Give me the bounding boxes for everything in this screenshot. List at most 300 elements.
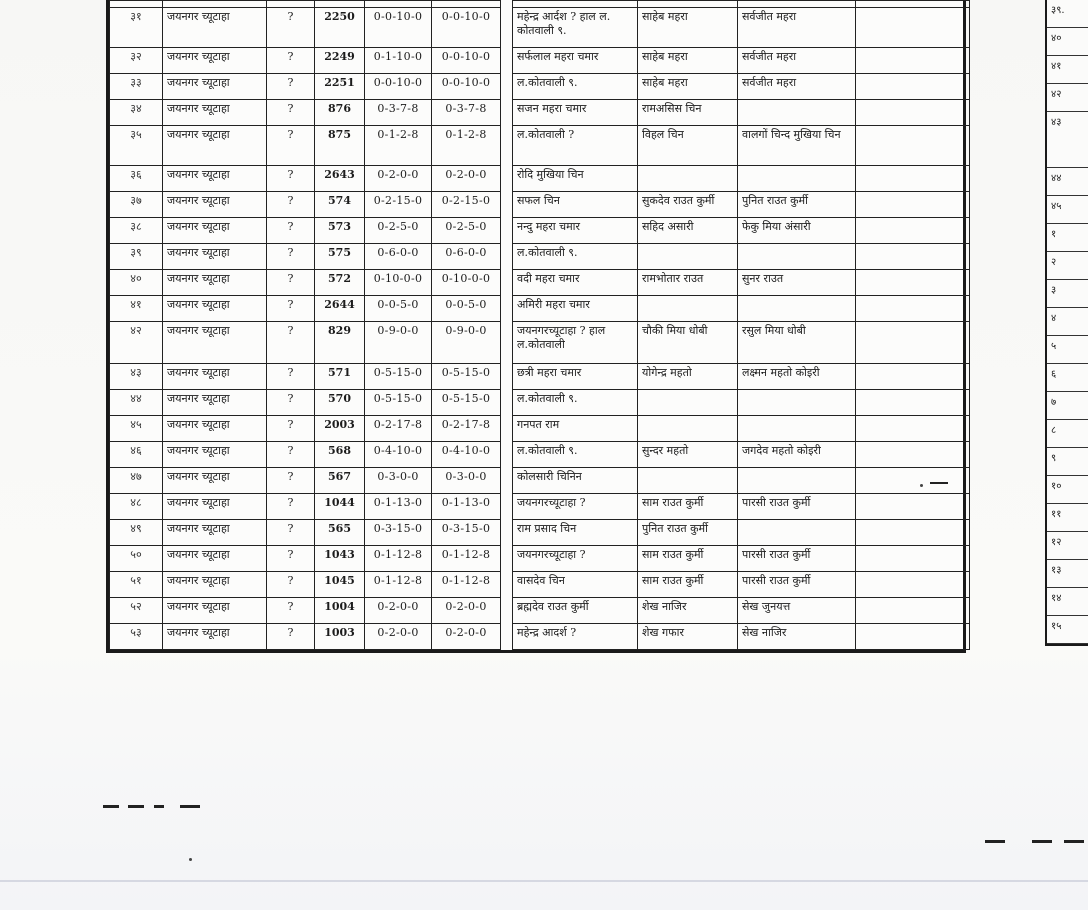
name-cell: सुनर राउत [738, 270, 856, 296]
name-cell: योगेन्द्र महतो [638, 364, 738, 390]
owner-cell: जयनगरच्यूटाहा ? हाल ल.कोतवाली [513, 322, 638, 364]
scan-dot [920, 484, 923, 487]
owner-cell: नन्दु महरा चमार [513, 218, 638, 244]
name-cell: रामभोतार राउत [638, 270, 738, 296]
owner-cell: ल.कोतवाली ९. [513, 74, 638, 100]
table-row [110, 520, 970, 546]
name-cell: पुनित राउत कुर्मी [738, 192, 856, 218]
khesra-number-cell: 1043 [315, 546, 365, 572]
area-cell: 0-2-0-0 [432, 166, 501, 192]
name-cell: शेख नाजिर [638, 598, 738, 624]
owner-cell: ब्रह्मदेव राउत कुर्मी [513, 598, 638, 624]
page-number-cell: १२ [1047, 532, 1088, 560]
name-cell [738, 468, 856, 494]
spacer-cell [501, 468, 513, 494]
page-number-cell: १० [1047, 476, 1088, 504]
khesra-number-cell: 2250 [315, 8, 365, 48]
area-cell: 0-0-10-0 [432, 8, 501, 48]
serial-number-cell: ३८ [110, 218, 163, 244]
mark-cell: ? [267, 100, 315, 126]
area-cell: 0-6-0-0 [432, 244, 501, 270]
owner-cell: वासदेव चिन [513, 572, 638, 598]
adjacent-page-number-column [1045, 0, 1088, 646]
table-row [110, 218, 970, 244]
area-cell: 0-0-10-0 [432, 48, 501, 74]
area-cell: 0-4-10-0 [365, 442, 432, 468]
village-cell: जयनगर च्यूटाहा [163, 598, 267, 624]
owner-cell: छत्री महरा चमार [513, 364, 638, 390]
page-number-cell: ६ [1047, 364, 1088, 392]
khesra-number-cell: 1045 [315, 572, 365, 598]
khesra-number-cell: 567 [315, 468, 365, 494]
mark-cell: ? [267, 416, 315, 442]
mark-cell: ? [267, 390, 315, 416]
name-cell: पारसी राउत कुर्मी [738, 546, 856, 572]
village-cell: जयनगर च्यूटाहा [163, 192, 267, 218]
table-row [110, 546, 970, 572]
serial-number-cell: ३६ [110, 166, 163, 192]
land-record-ledger [106, 0, 966, 653]
area-cell: 0-3-15-0 [365, 520, 432, 546]
owner-cell: ल.कोतवाली ९. [513, 442, 638, 468]
name-cell: साहेब महरा [638, 48, 738, 74]
table-row [110, 572, 970, 598]
name-cell [738, 390, 856, 416]
spacer-cell [501, 166, 513, 192]
village-cell: जयनगर च्यूटाहा [163, 74, 267, 100]
spacer-cell [501, 192, 513, 218]
table-row [110, 296, 970, 322]
village-cell: जयनगर च्यूटाहा [163, 8, 267, 48]
area-cell: 0-0-5-0 [432, 296, 501, 322]
serial-number-cell: ३९ [110, 244, 163, 270]
name-cell: रामअसिस चिन [638, 100, 738, 126]
page-number-cell: ४१ [1047, 56, 1088, 84]
area-cell: 0-1-12-8 [432, 572, 501, 598]
page-number-cell: ९ [1047, 448, 1088, 476]
mark-cell: ? [267, 270, 315, 296]
area-cell: 0-2-0-0 [365, 624, 432, 650]
page-number-cell: ४२ [1047, 84, 1088, 112]
name-cell: पारसी राउत कुर्मी [738, 494, 856, 520]
blank-cell [856, 416, 970, 442]
serial-number-cell: ४८ [110, 494, 163, 520]
serial-number-cell: ५३ [110, 624, 163, 650]
name-cell: सर्वजीत महरा [738, 8, 856, 48]
area-cell: 0-1-12-8 [432, 546, 501, 572]
serial-number-cell: ३४ [110, 100, 163, 126]
name-cell [738, 416, 856, 442]
blank-cell [856, 598, 970, 624]
mark-cell: ? [267, 546, 315, 572]
serial-number-cell: ५१ [110, 572, 163, 598]
scan-mark [154, 805, 164, 808]
name-cell [638, 166, 738, 192]
name-cell: सुकदेव राउत कुर्मी [638, 192, 738, 218]
blank-cell [856, 390, 970, 416]
name-cell [738, 520, 856, 546]
mark-cell: ? [267, 218, 315, 244]
table-row [110, 364, 970, 390]
area-cell: 0-3-7-8 [432, 100, 501, 126]
khesra-number-cell: 1044 [315, 494, 365, 520]
blank-cell [856, 48, 970, 74]
spacer-cell [501, 126, 513, 166]
area-cell: 0-2-17-8 [365, 416, 432, 442]
name-cell: चौकी मिया धोबी [638, 322, 738, 364]
blank-cell [856, 468, 970, 494]
serial-number-cell: ४५ [110, 416, 163, 442]
area-cell: 0-3-0-0 [365, 468, 432, 494]
area-cell: 0-1-2-8 [432, 126, 501, 166]
table-row [110, 8, 970, 48]
serial-number-cell: ५० [110, 546, 163, 572]
page-number-cell: ५ [1047, 336, 1088, 364]
mark-cell: ? [267, 624, 315, 650]
name-cell: सहिद असारी [638, 218, 738, 244]
name-cell: सुन्दर महतो [638, 442, 738, 468]
mark-cell: ? [267, 74, 315, 100]
area-cell: 0-5-15-0 [432, 390, 501, 416]
spacer-cell [501, 572, 513, 598]
area-cell: 0-1-2-8 [365, 126, 432, 166]
name-cell: पारसी राउत कुर्मी [738, 572, 856, 598]
table-header-stub [110, 1, 970, 8]
owner-cell: कोलसारी चिनिन [513, 468, 638, 494]
name-cell: साहेब महरा [638, 74, 738, 100]
owner-cell: रोदि मुखिया चिन [513, 166, 638, 192]
village-cell: जयनगर च्यूटाहा [163, 390, 267, 416]
mark-cell: ? [267, 494, 315, 520]
area-cell: 0-3-0-0 [432, 468, 501, 494]
khesra-number-cell: 876 [315, 100, 365, 126]
page-number-cell: ४५ [1047, 196, 1088, 224]
table-row [110, 416, 970, 442]
khesra-number-cell: 568 [315, 442, 365, 468]
mark-cell: ? [267, 598, 315, 624]
name-cell [738, 166, 856, 192]
village-cell: जयनगर च्यूटाहा [163, 364, 267, 390]
page-number-cell: १३ [1047, 560, 1088, 588]
village-cell: जयनगर च्यूटाहा [163, 218, 267, 244]
mark-cell: ? [267, 126, 315, 166]
khesra-number-cell: 575 [315, 244, 365, 270]
village-cell: जयनगर च्यूटाहा [163, 546, 267, 572]
table-row [110, 322, 970, 364]
village-cell: जयनगर च्यूटाहा [163, 296, 267, 322]
blank-cell [856, 296, 970, 322]
serial-number-cell: ३५ [110, 126, 163, 166]
village-cell: जयनगर च्यूटाहा [163, 416, 267, 442]
blank-cell [856, 572, 970, 598]
mark-cell: ? [267, 520, 315, 546]
spacer-cell [501, 322, 513, 364]
village-cell: जयनगर च्यूटाहा [163, 468, 267, 494]
page-number-cell: ४ [1047, 308, 1088, 336]
khesra-number-cell: 571 [315, 364, 365, 390]
table-row [110, 598, 970, 624]
name-cell: साहेब महरा [638, 8, 738, 48]
area-cell: 0-1-13-0 [432, 494, 501, 520]
khesra-number-cell: 829 [315, 322, 365, 364]
area-cell: 0-2-5-0 [365, 218, 432, 244]
land-record-table [109, 0, 970, 650]
name-cell [638, 390, 738, 416]
area-cell: 0-10-0-0 [432, 270, 501, 296]
spacer-cell [501, 520, 513, 546]
name-cell: फेकु मिया अंसारी [738, 218, 856, 244]
spacer-cell [501, 244, 513, 270]
table-row [110, 270, 970, 296]
table-row [110, 390, 970, 416]
page-number-cell: १ [1047, 224, 1088, 252]
spacer-cell [501, 598, 513, 624]
table-row [110, 192, 970, 218]
khesra-number-cell: 572 [315, 270, 365, 296]
khesra-number-cell: 875 [315, 126, 365, 166]
name-cell [638, 296, 738, 322]
name-cell: वालगों चिन्द मुखिया चिन [738, 126, 856, 166]
blank-cell [856, 494, 970, 520]
serial-number-cell: ४० [110, 270, 163, 296]
owner-cell: महेन्द्र आर्दश ? हाल ल. कोतवाली ९. [513, 8, 638, 48]
khesra-number-cell: 2249 [315, 48, 365, 74]
area-cell: 0-3-15-0 [432, 520, 501, 546]
owner-cell: ल.कोतवाली ? [513, 126, 638, 166]
name-cell: सर्वजीत महरा [738, 74, 856, 100]
serial-number-cell: ४९ [110, 520, 163, 546]
spacer-cell [501, 100, 513, 126]
spacer-cell [501, 624, 513, 650]
area-cell: 0-6-0-0 [365, 244, 432, 270]
area-cell: 0-5-15-0 [365, 390, 432, 416]
village-cell: जयनगर च्यूटाहा [163, 244, 267, 270]
serial-number-cell: ३३ [110, 74, 163, 100]
mark-cell: ? [267, 48, 315, 74]
area-cell: 0-2-5-0 [432, 218, 501, 244]
area-cell: 0-2-15-0 [432, 192, 501, 218]
owner-cell: महेन्द्र आदर्श ? [513, 624, 638, 650]
spacer-cell [501, 442, 513, 468]
table-row [110, 74, 970, 100]
area-cell: 0-2-0-0 [432, 598, 501, 624]
page-edge [0, 880, 1088, 882]
page-number-cell: ४४ [1047, 168, 1088, 196]
page-number-cell: ३९. [1047, 0, 1088, 28]
name-cell: विहल चिन [638, 126, 738, 166]
village-cell: जयनगर च्यूटाहा [163, 100, 267, 126]
spacer-cell [501, 270, 513, 296]
table-row [110, 624, 970, 650]
scan-mark [930, 482, 948, 484]
mark-cell: ? [267, 166, 315, 192]
table-row [110, 442, 970, 468]
blank-cell [856, 546, 970, 572]
owner-cell: सजन महरा चमार [513, 100, 638, 126]
area-cell: 0-2-0-0 [365, 166, 432, 192]
owner-cell: ल.कोतवाली ९. [513, 244, 638, 270]
serial-number-cell: ४१ [110, 296, 163, 322]
blank-cell [856, 74, 970, 100]
mark-cell: ? [267, 468, 315, 494]
serial-number-cell: ३७ [110, 192, 163, 218]
table-row [110, 166, 970, 192]
blank-cell [856, 218, 970, 244]
name-cell: साम राउत कुर्मी [638, 546, 738, 572]
table-body [110, 1, 970, 650]
page-number-cell: ११ [1047, 504, 1088, 532]
name-cell: साम राउत कुर्मी [638, 494, 738, 520]
spacer-cell [501, 546, 513, 572]
serial-number-cell: ३२ [110, 48, 163, 74]
blank-cell [856, 322, 970, 364]
blank-cell [856, 8, 970, 48]
area-cell: 0-2-0-0 [365, 598, 432, 624]
owner-cell: ल.कोतवाली ९. [513, 390, 638, 416]
page-number-cell: ७ [1047, 392, 1088, 420]
owner-cell: गनपत राम [513, 416, 638, 442]
scan-mark [103, 805, 119, 808]
area-cell: 0-9-0-0 [365, 322, 432, 364]
blank-cell [856, 126, 970, 166]
page-number-cell: १५ [1047, 616, 1088, 644]
area-cell: 0-2-17-8 [432, 416, 501, 442]
table-row [110, 126, 970, 166]
page-number-cell: १४ [1047, 588, 1088, 616]
khesra-number-cell: 2251 [315, 74, 365, 100]
area-cell: 0-10-0-0 [365, 270, 432, 296]
spacer-cell [501, 364, 513, 390]
scan-mark [128, 805, 144, 808]
mark-cell: ? [267, 8, 315, 48]
name-cell: साम राउत कुर्मी [638, 572, 738, 598]
spacer-cell [501, 494, 513, 520]
page-number-cell: ४३ [1047, 112, 1088, 168]
mark-cell: ? [267, 442, 315, 468]
name-cell [738, 244, 856, 270]
table-row [110, 48, 970, 74]
mark-cell: ? [267, 572, 315, 598]
khesra-number-cell: 1004 [315, 598, 365, 624]
khesra-number-cell: 2003 [315, 416, 365, 442]
area-cell: 0-4-10-0 [432, 442, 501, 468]
area-cell: 0-9-0-0 [432, 322, 501, 364]
village-cell: जयनगर च्यूटाहा [163, 494, 267, 520]
khesra-number-cell: 2644 [315, 296, 365, 322]
table-row [110, 244, 970, 270]
serial-number-cell: ४२ [110, 322, 163, 364]
mark-cell: ? [267, 244, 315, 270]
owner-cell: जयनगरच्यूटाहा ? [513, 546, 638, 572]
name-cell [738, 100, 856, 126]
serial-number-cell: ४३ [110, 364, 163, 390]
khesra-number-cell: 1003 [315, 624, 365, 650]
area-cell: 0-1-12-8 [365, 546, 432, 572]
name-cell: जगदेव महतो कोइरी [738, 442, 856, 468]
name-cell: रसुल मिया धोबी [738, 322, 856, 364]
spacer-cell [501, 48, 513, 74]
blank-cell [856, 270, 970, 296]
blank-cell [856, 442, 970, 468]
scan-mark [1032, 840, 1052, 843]
name-cell: पुनित राउत कुर्मी [638, 520, 738, 546]
name-cell [638, 416, 738, 442]
owner-cell: राम प्रसाद चिन [513, 520, 638, 546]
name-cell: सेख नाजिर [738, 624, 856, 650]
name-cell: शेख गफार [638, 624, 738, 650]
area-cell: 0-0-10-0 [365, 8, 432, 48]
village-cell: जयनगर च्यूटाहा [163, 48, 267, 74]
scan-mark [985, 840, 1005, 843]
area-cell: 0-2-0-0 [432, 624, 501, 650]
khesra-number-cell: 573 [315, 218, 365, 244]
name-cell: सर्वजीत महरा [738, 48, 856, 74]
serial-number-cell: ३१ [110, 8, 163, 48]
page-number-cell: ४० [1047, 28, 1088, 56]
owner-cell: जयनगरच्यूटाहा ? [513, 494, 638, 520]
area-cell: 0-5-15-0 [365, 364, 432, 390]
area-cell: 0-0-5-0 [365, 296, 432, 322]
name-cell [638, 468, 738, 494]
name-cell [738, 296, 856, 322]
serial-number-cell: ४७ [110, 468, 163, 494]
spacer-cell [501, 218, 513, 244]
blank-cell [856, 520, 970, 546]
blank-cell [856, 192, 970, 218]
owner-cell: सफल चिन [513, 192, 638, 218]
village-cell: जयनगर च्यूटाहा [163, 442, 267, 468]
scan-mark [180, 805, 200, 808]
village-cell: जयनगर च्यूटाहा [163, 270, 267, 296]
area-cell: 0-0-10-0 [365, 74, 432, 100]
spacer-cell [501, 74, 513, 100]
owner-cell: सर्फलाल महरा चमार [513, 48, 638, 74]
blank-cell [856, 364, 970, 390]
page-number-cell: २ [1047, 252, 1088, 280]
village-cell: जयनगर च्यूटाहा [163, 126, 267, 166]
village-cell: जयनगर च्यूटाहा [163, 322, 267, 364]
table-row [110, 494, 970, 520]
village-cell: जयनगर च्यूटाहा [163, 520, 267, 546]
table-row [110, 100, 970, 126]
village-cell: जयनगर च्यूटाहा [163, 572, 267, 598]
scan-dot [189, 858, 192, 861]
owner-cell: वदी महरा चमार [513, 270, 638, 296]
blank-cell [856, 244, 970, 270]
khesra-number-cell: 565 [315, 520, 365, 546]
serial-number-cell: ४४ [110, 390, 163, 416]
spacer-cell [501, 416, 513, 442]
spacer-cell [501, 296, 513, 322]
area-cell: 0-0-10-0 [432, 74, 501, 100]
blank-cell [856, 624, 970, 650]
area-cell: 0-5-15-0 [432, 364, 501, 390]
name-cell: सेख जुनयत्त [738, 598, 856, 624]
page-number-cell: ३ [1047, 280, 1088, 308]
mark-cell: ? [267, 322, 315, 364]
spacer-cell [501, 390, 513, 416]
table-row [110, 468, 970, 494]
spacer-cell [501, 8, 513, 48]
serial-number-cell: ४६ [110, 442, 163, 468]
blank-cell [856, 166, 970, 192]
khesra-number-cell: 2643 [315, 166, 365, 192]
owner-cell: अमिरी महरा चमार [513, 296, 638, 322]
village-cell: जयनगर च्यूटाहा [163, 166, 267, 192]
area-cell: 0-1-12-8 [365, 572, 432, 598]
mark-cell: ? [267, 296, 315, 322]
village-cell: जयनगर च्यूटाहा [163, 624, 267, 650]
